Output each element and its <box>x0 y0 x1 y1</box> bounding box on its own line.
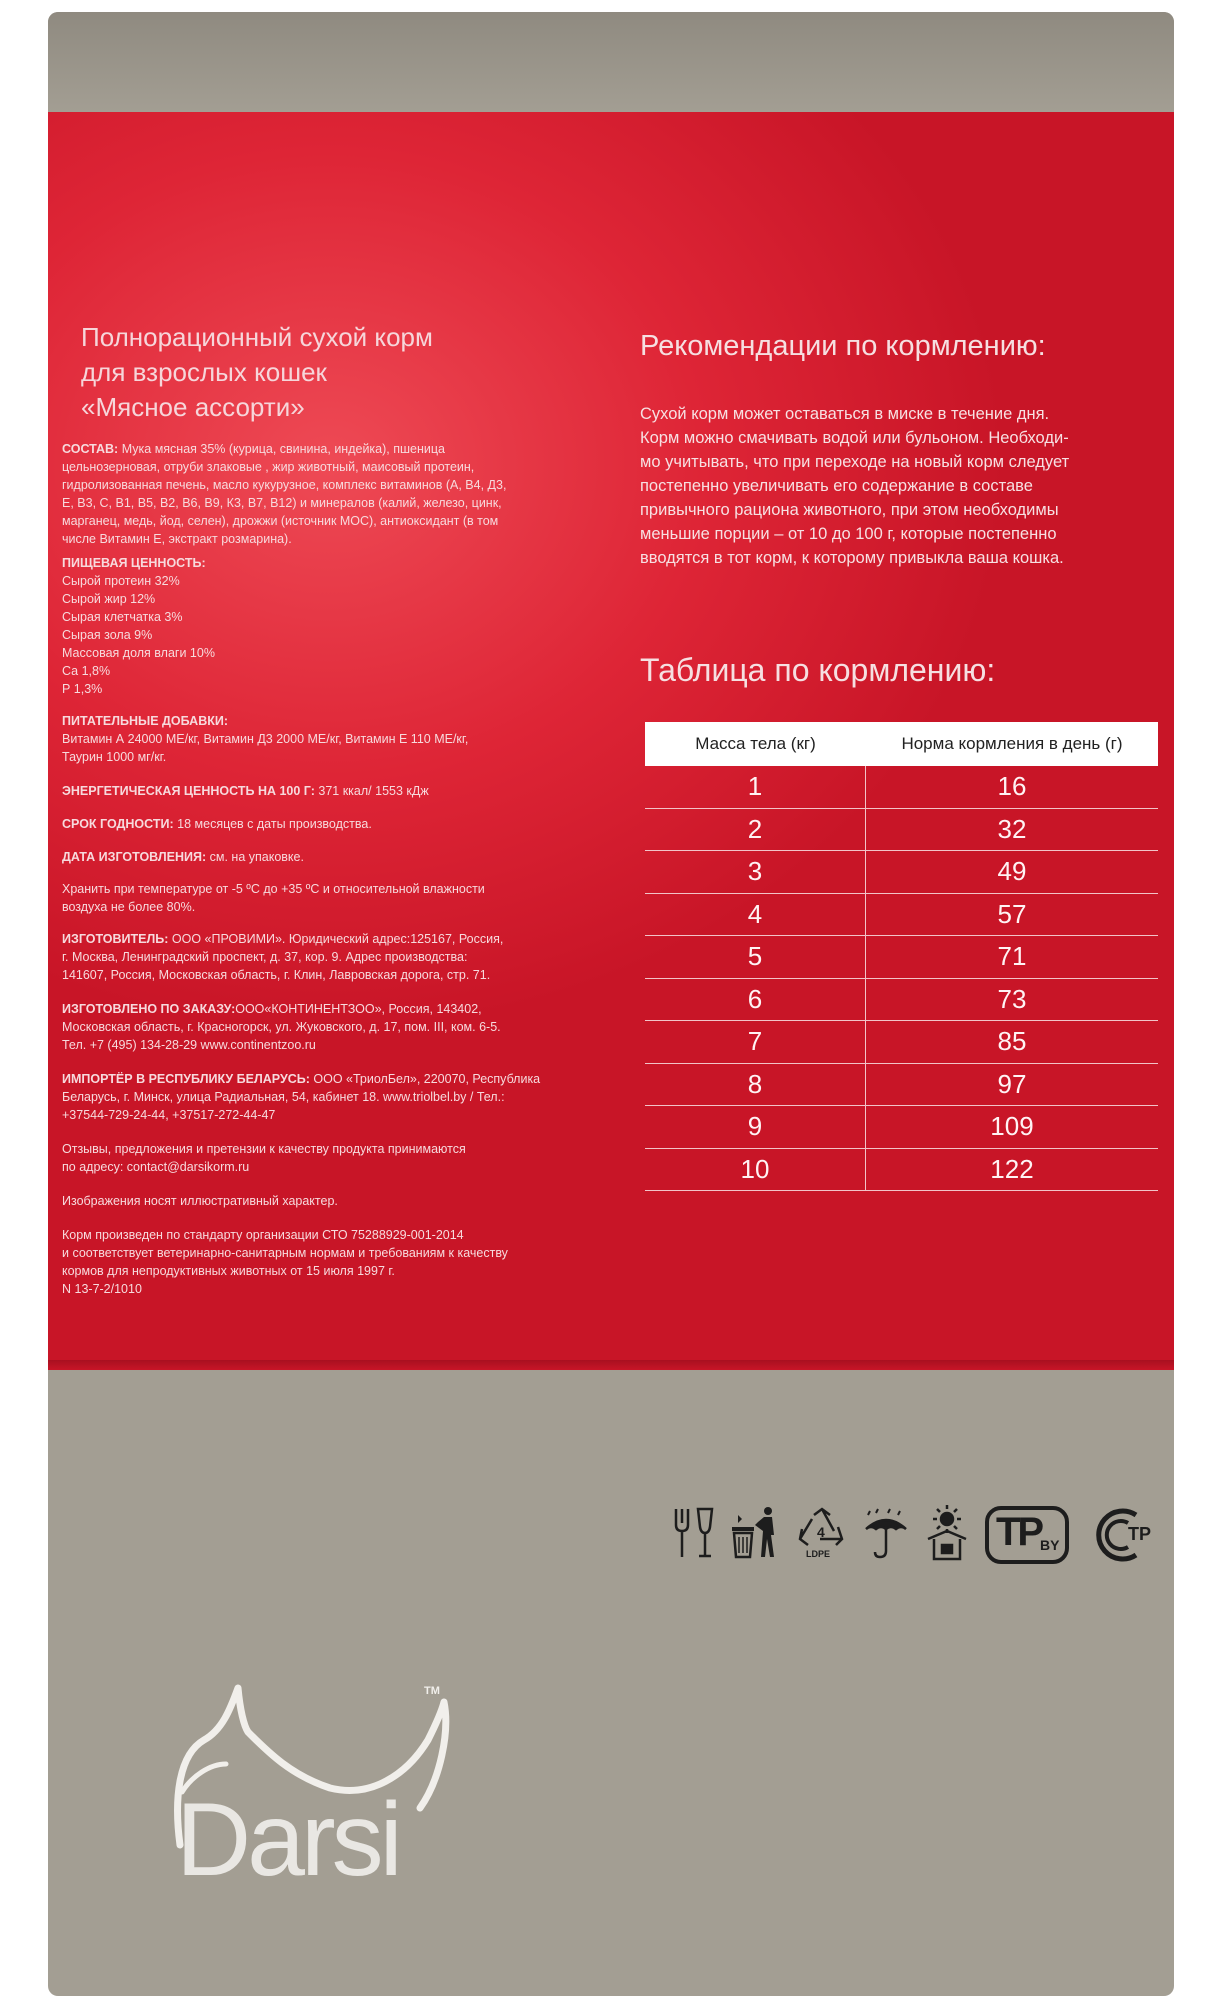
amount-cell: 71 <box>997 941 1027 971</box>
additives-block <box>62 712 562 766</box>
trademark-symbol: TM <box>424 1685 440 1697</box>
table-row <box>645 1021 1158 1064</box>
recommendations-line: мо учитывать, что при переходе на новый корм следует <box>640 453 1070 471</box>
feeding-table <box>645 722 1158 1191</box>
title-line: «Мясное ассорти» <box>81 392 305 422</box>
recommendations-line: меньшие порции – от 10 до 100 г, которые постепенно <box>640 525 1057 543</box>
packaging-symbols <box>672 1505 1162 1577</box>
standard-line: и соответствует ветеринарно-санитарным нормам и требованиям к качеству <box>62 1246 508 1260</box>
recommendations-text <box>640 402 1160 570</box>
recommendations-line: Корм можно смачивать водой или бульоном. Необходи- <box>640 429 1069 447</box>
manufacture-date-value: см. на упаковке. <box>206 850 304 864</box>
additives-line: Витамин А 24000 МЕ/кг, Витамин Д3 2000 МЕ/кг, Витамин Е 110 МЕ/кг, <box>62 732 469 746</box>
weight-cell: 6 <box>645 979 866 1021</box>
table-row <box>645 851 1158 894</box>
standard-line: Корм произведен по стандарту организации СТО 75288929-001-2014 <box>62 1228 464 1242</box>
gost-certification-icon <box>1082 1505 1162 1577</box>
shelf-life-label: СРОК ГОДНОСТИ: <box>62 817 174 831</box>
keep-from-sunlight-icon <box>922 1505 972 1577</box>
keep-dry-icon <box>862 1505 910 1577</box>
table-row <box>645 894 1158 937</box>
recycle-material: LDPE <box>806 1549 831 1559</box>
composition-line: Е, В3, С, В1, В5, В2, В6, В9, К3, В7, В12) и минералов (калий, железо, цинк, <box>62 496 502 510</box>
manufacturer-line: 141607, Россия, Московская область, г. Клин, Лавровская дорога, стр. 71. <box>62 968 491 982</box>
recommendations-line: постепенно увеличивать его содержание в составе <box>640 477 1033 495</box>
manufacturer-label: ИЗГОТОВИТЕЛЬ: <box>62 932 169 946</box>
additives-line: Таурин 1000 мг/кг. <box>62 750 167 764</box>
importer-line: Беларусь, г. Минск, улица Радиальная, 54, кабинет 18. www.triolbel.by / Тел.: <box>62 1090 505 1104</box>
storage-line: Хранить при температуре от -5 ºС до +35 ºС и относительной влажности <box>62 882 485 896</box>
product-title <box>81 320 521 425</box>
recommendations-line: привычного рациона животного, при этом необходимы <box>640 501 1059 519</box>
additives-label: ПИТАТЕЛЬНЫЕ ДОБАВКИ: <box>62 714 228 728</box>
importer-line: ООО «ТриолБел», 220070, Республика <box>309 1072 541 1086</box>
ordered-by-line: Московская область, г. Красногорск, ул. Жуковского, д. 17, пом. III, ком. 6-5. <box>62 1020 501 1034</box>
recycle-ldpe-icon <box>794 1505 850 1577</box>
food-contact-icon <box>672 1505 716 1577</box>
recommendations-line: вводятся в тот корм, к которому привыкла ваша кошка. <box>640 549 1064 567</box>
nutrition-block <box>62 554 562 698</box>
amount-cell: 109 <box>990 1111 1034 1141</box>
brand-logo: Darsi <box>176 1782 399 1898</box>
weight-cell: 5 <box>645 936 866 978</box>
manufacturer-line: ООО «ПРОВИМИ». Юридический адрес:125167, Россия, <box>168 932 504 946</box>
column-header-daily-amount: Норма кормления в день (г) <box>901 734 1123 753</box>
title-line: Полнорационный сухой корм <box>81 322 433 352</box>
composition-block <box>62 440 572 548</box>
weight-cell: 7 <box>645 1021 866 1063</box>
column-header-weight: Масса тела (кг) <box>695 734 816 753</box>
importer-label: ИМПОРТЁР В РЕСПУБЛИКУ БЕЛАРУСЬ: <box>62 1072 310 1086</box>
nutrition-line: Сырой жир 12% <box>62 592 156 606</box>
ordered-by-line: ООО«КОНТИНЕНТЗОО», Россия, 143402, <box>235 1002 482 1016</box>
feedback-block <box>62 1140 562 1176</box>
amount-cell: 97 <box>997 1068 1027 1099</box>
illustrative-note <box>62 1192 562 1210</box>
shelf-life-value: 18 месяцев с даты производства. <box>173 817 372 831</box>
nutrition-line: Сырой протеин 32% <box>62 574 180 588</box>
table-row <box>645 1064 1158 1107</box>
energy-line <box>62 782 562 800</box>
table-header <box>645 722 1158 766</box>
importer-block <box>62 1070 562 1124</box>
weight-cell: 8 <box>645 1064 866 1106</box>
shelf-life-line <box>62 815 562 833</box>
weight-cell: 10 <box>645 1149 866 1191</box>
amount-cell: 57 <box>997 898 1027 929</box>
weight-cell: 4 <box>645 894 866 936</box>
weight-cell: 9 <box>645 1106 866 1148</box>
illustrative-text: Изображения носят иллюстративный характер. <box>62 1194 338 1208</box>
storage-block <box>62 880 562 916</box>
amount-cell: 16 <box>997 771 1027 801</box>
nutrition-line: Массовая доля влаги 10% <box>62 646 215 660</box>
nutrition-line: Сырая клетчатка 3% <box>62 610 183 624</box>
nutrition-label: ПИЩЕВАЯ ЦЕННОСТЬ: <box>62 556 206 570</box>
weight-cell: 3 <box>645 851 866 893</box>
eac-text: ТР <box>1128 1524 1152 1544</box>
ordered-by-line: Тел. +7 (495) 134-28-29 www.continentzoo.ru <box>62 1038 316 1052</box>
amount-cell: 85 <box>997 1026 1027 1056</box>
table-row <box>645 979 1158 1022</box>
recycle-code: 4 <box>817 1524 825 1540</box>
table-row <box>645 936 1158 979</box>
amount-cell: 73 <box>997 983 1027 1014</box>
energy-value: 371 ккал/ 1553 кДж <box>314 784 429 798</box>
amount-cell: 122 <box>990 1153 1034 1184</box>
composition-line: цельнозерновая, отруби злаковые , жир животный, маисовый протеин, <box>62 460 475 474</box>
eac-by-mark-icon <box>984 1505 1070 1577</box>
standard-line: кормов для непродуктивных животных от 15 июля 1997 г. <box>62 1264 395 1278</box>
ordered-by-block <box>62 1000 562 1054</box>
amount-cell: 49 <box>997 856 1027 886</box>
nutrition-line: Сырая зола 9% <box>62 628 153 642</box>
manufacturer-line: г. Москва, Ленинградский проспект, д. 37, кор. 9. Адрес производства: <box>62 950 468 964</box>
tr-suffix: BY <box>1040 1537 1060 1553</box>
weight-cell: 1 <box>645 766 866 808</box>
manufacture-date-label: ДАТА ИЗГОТОВЛЕНИЯ: <box>62 850 207 864</box>
manufacture-date-line <box>62 848 562 866</box>
title-line: для взрослых кошек <box>81 357 327 387</box>
recommendations-heading: Рекомендации по кормлению: <box>640 330 1046 362</box>
amount-cell: 32 <box>997 813 1027 844</box>
manufacturer-block <box>62 930 562 984</box>
table-row <box>645 1106 1158 1149</box>
table-row <box>645 766 1158 809</box>
feedback-line: Отзывы, предложения и претензии к качеству продукта принимаются <box>62 1142 466 1156</box>
storage-line: воздуха не более 80%. <box>62 900 196 914</box>
feeding-table-heading: Таблица по кормлению: <box>640 652 996 688</box>
nutrition-line: Р 1,3% <box>62 682 103 696</box>
energy-label: ЭНЕРГЕТИЧЕСКАЯ ЦЕННОСТЬ НА 100 Г: <box>62 784 315 798</box>
nutrition-line: Са 1,8% <box>62 664 111 678</box>
top-seal <box>48 12 1174 112</box>
standard-block <box>62 1226 562 1298</box>
feedback-line: по адресу: contact@darsikorm.ru <box>62 1160 250 1174</box>
dispose-in-bin-icon <box>728 1505 782 1577</box>
standard-line: N 13-7-2/1010 <box>62 1282 142 1296</box>
tr-mark: TP <box>996 1510 1042 1554</box>
composition-label: СОСТАВ: <box>62 442 119 456</box>
weight-cell: 2 <box>645 809 866 851</box>
composition-line: числе Витамин Е, экстракт розмарина). <box>62 532 292 546</box>
table-row <box>645 1149 1158 1192</box>
composition-line: марганец, медь, йод, селен), дрожжи (источник МОС), антиоксидант (в том <box>62 514 499 528</box>
composition-line: гидролизованная печень, масло кукурузное, комплекс витаминов (А, В4, Д3, <box>62 478 507 492</box>
table-row <box>645 809 1158 852</box>
importer-line: +37544-729-24-44, +37517-272-44-47 <box>62 1108 276 1122</box>
ordered-by-label: ИЗГОТОВЛЕНО ПО ЗАКАЗУ: <box>62 1002 236 1016</box>
recommendations-line: Сухой корм может оставаться в миске в течение дня. <box>640 405 1050 423</box>
composition-line: Мука мясная 35% (курица, свинина, индейка), пшеница <box>121 442 445 456</box>
